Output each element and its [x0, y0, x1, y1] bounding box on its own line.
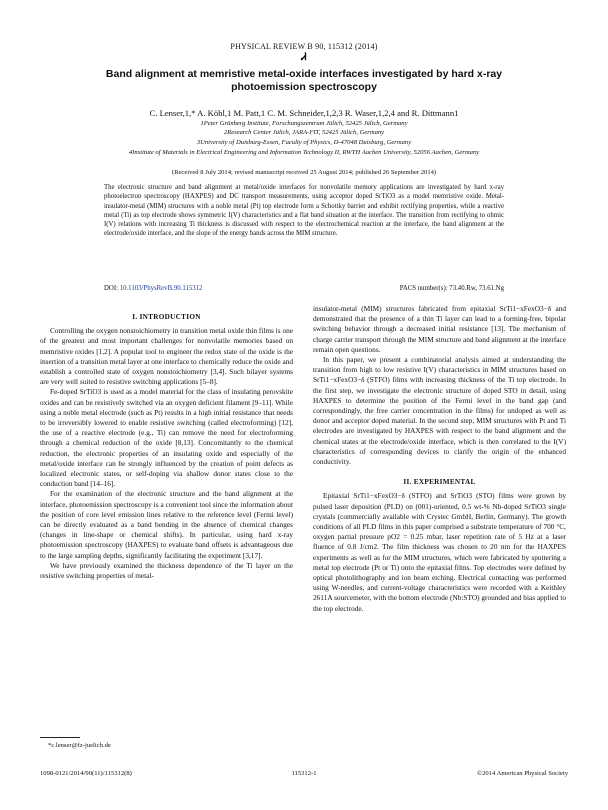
paragraph: In this paper, we present a combinatorial analysis aimed at understanding the transition from high to low resistive I(V) characteristics in MIM structures based on SrTi1−xFexO3−δ (STFO) films with increasing thickness of the Ti top electrode. In the first step, we investigate the electronic structure of doped STO in detail, using HAXPES to determine the position of the Fermi level in the band gap (and correspondingly, the free carrier concentration in the films) for undoped as well as donor and acceptor doped material. In the second step, MIM structures with Pt and Ti electrodes are investigated by HAXPES with respect to the band alignment and the chemical states at the electrode/oxide interface, which is then correlated to the I(V) characteristics of corresponding devices to clarify the origin of the enhanced conductivity.	[313, 355, 566, 467]
affiliation-1: 1Peter Grünberg Institute, Forschungszentrum Jülich, 52425 Jülich, Germany	[200, 120, 408, 127]
left-column	[40, 312, 293, 581]
paragraph: Fe-doped SrTiO3 is used as a model material for the class of insulating perovskite oxides and can be resistively switched via an oxygen deficient filament [9–11]. While using a noble metal electrode (such as Pt) results in a high initial resistance that needs to be irreversibly lowered to enable resistive switching (called electroforming) [12], the use of a reactive electrode (e.g., Ti) can remove the need for electroforming through a chemical reduction of the oxide [8,13]. Concomitantly to the chemical reduction, the electronic properties of an insulating oxide and especially of the metal/oxide interface can be strongly influenced by the creation of point defects as localized electronic states, or self-doping via shallow donor states close to the conduction band [14–16].	[40, 387, 293, 489]
affiliation-2: 2Research Center Jülich, JARA-FIT, 52425 Jülich, Germany	[223, 129, 385, 136]
doi-line	[104, 285, 202, 292]
paragraph: We have previously examined the thickness dependence of the Ti layer on the resistive switching properties of metal-	[40, 560, 293, 581]
doi-link[interactable]: 10.1103/PhysRevB.90.115312	[119, 285, 203, 292]
footnote-divider	[40, 737, 80, 738]
pacs-numbers: PACS number(s): 73.40.Rw, 73.61.Ng	[399, 285, 504, 292]
paragraph: Epitaxial SrTi1−xFexO3−δ (STFO) and SrTiO3 (STO) films were grown by pulsed laser deposition (PLD) on (001)-oriented, 0.5 wt-% Nb-doped SrTiO3 single crystals (commercially available with Crystec GmbH, Berlin, Germany). The growth conditions of all PLD films in this paper comprised a substrate temperature of 700 °C, oxygen partial pressure pO2 = 0.25 mbar, laser repetition rate of 5 Hz at a laser fluence of 0.8 J/cm2. The film thickness was chosen to 20 nm for the HAXPES experiments as well as for the MIM structures, which were fabricated by sputtering a metal top electrode (Pt or Ti) onto the epitaxial films. Top electrodes were defined by optical photolithography and ion beam etching. Electrical contacting was performed using W-needles, and current-voltage characteristics were recorded with a Keithley 2611A sourcemeter, with the bottom electrode (Nb:STO) grounded and bias applied to the top electrode.	[313, 491, 566, 613]
paper-title: Band alignment at memristive metal-oxide interfaces investigated by hard x-ray photoemission spectroscopy	[105, 68, 503, 93]
section-heading-experimental: II. EXPERIMENTAL	[403, 478, 476, 487]
right-column	[313, 304, 566, 614]
paragraph: insulator-metal (MIM) structures fabricated from epitaxial SrTi1−xFexO3−δ and demonstrated that the presence of a thin Ti layer can lead to a forming-free, bipolar switching behavior through a decreased initial resistance [13]. The mechanism of charge carrier transport through the MIM structure and band alignment at the interface remain open questions.	[313, 304, 566, 354]
section-heading-introduction: I. INTRODUCTION	[132, 313, 201, 321]
affiliation-3: 3University of Duisburg-Essen, Faculty of Physics, D-47048 Duisburg, Germany	[196, 139, 412, 146]
journal-header: PHYSICAL REVIEW B 90, 115312 (2014)	[230, 42, 378, 51]
paragraph: Controlling the oxygen nonstoichiometry in transition metal oxide thin films is one of the greatest and most important challenges for nonvolatile memories based on memristive oxides [1,2]. A popular tool to engineer the redox state of the oxide is the insertion of a transition metal layer at one interface to chemically reduce the oxide and establish a controlled state of oxygen nonstoichiometry [3,4]. Such bilayer systems are very well suited to resistive switching applications [5–8].	[40, 326, 293, 387]
footer-copyright: ©2014 American Physical Society	[477, 770, 568, 777]
author-list: C. Lenser,1,* A. Köhl,1 M. Patt,1 C. M. Schneider,1,2,3 R. Waser,1,2,4 and R. Dittmann1	[149, 108, 459, 118]
doi-label: DOI:	[104, 285, 118, 292]
corresponding-author-footnote: *c.lenser@fz-juelich.de	[48, 742, 111, 749]
paragraph: For the examination of the electronic structure and the band alignment at the interface, photoemission spectroscopy is a convenient tool since the information about the position of core level emission lines relative to the reference level (Fermi level) can be directly evaluated as a band bending in the absence of chemical changes (changes in line-shape or chemical shifts). In particular, using hard x-ray photoemission spectroscopy (HAXPES) to evaluate band offsets is advantageous due to the large sampling depths, significantly facilitating the experiment [3,17].	[40, 489, 293, 560]
received-dates: (Received 8 July 2014; revised manuscript received 25 August 2014; published 26 September 2014)	[171, 169, 437, 176]
footer-page-number: 115312-1	[291, 770, 317, 777]
journal-logo-icon: Ꮧ	[301, 52, 307, 63]
abstract: The electronic structure and band alignment at metal/oxide interfaces for nonvolatile memory applications are investigated by hard x-ray photoelectron spectroscopy (HAXPES) and DC transport measurements, using acceptor doped SrTiO3 as a model memristive oxide. Metal-insulator-metal (MIM) structures with a noble metal (Pt) top electrode form a Schottky barrier and exhibit rectifying properties, while a reactive metal (Ti) as top electrode shows symmetric I(V) characteristics and a flat band situation at the interface. The transition from rectifying to ohmic I(V) relations with increasing Ti thickness is discussed with respect to the electrochemical reaction at the interface, the band alignment at the electrode/oxide interface, and the slope of the energy bands across the MIM structure.	[104, 184, 504, 238]
footer-issn: 1098-0121/2014/90(11)/115312(8)	[40, 770, 132, 777]
affiliation-4: 4Institute of Materials in Electrical Engineering and Information Technology II, RWTH Aachen University, 52056 Aachen, Germany	[128, 149, 480, 156]
